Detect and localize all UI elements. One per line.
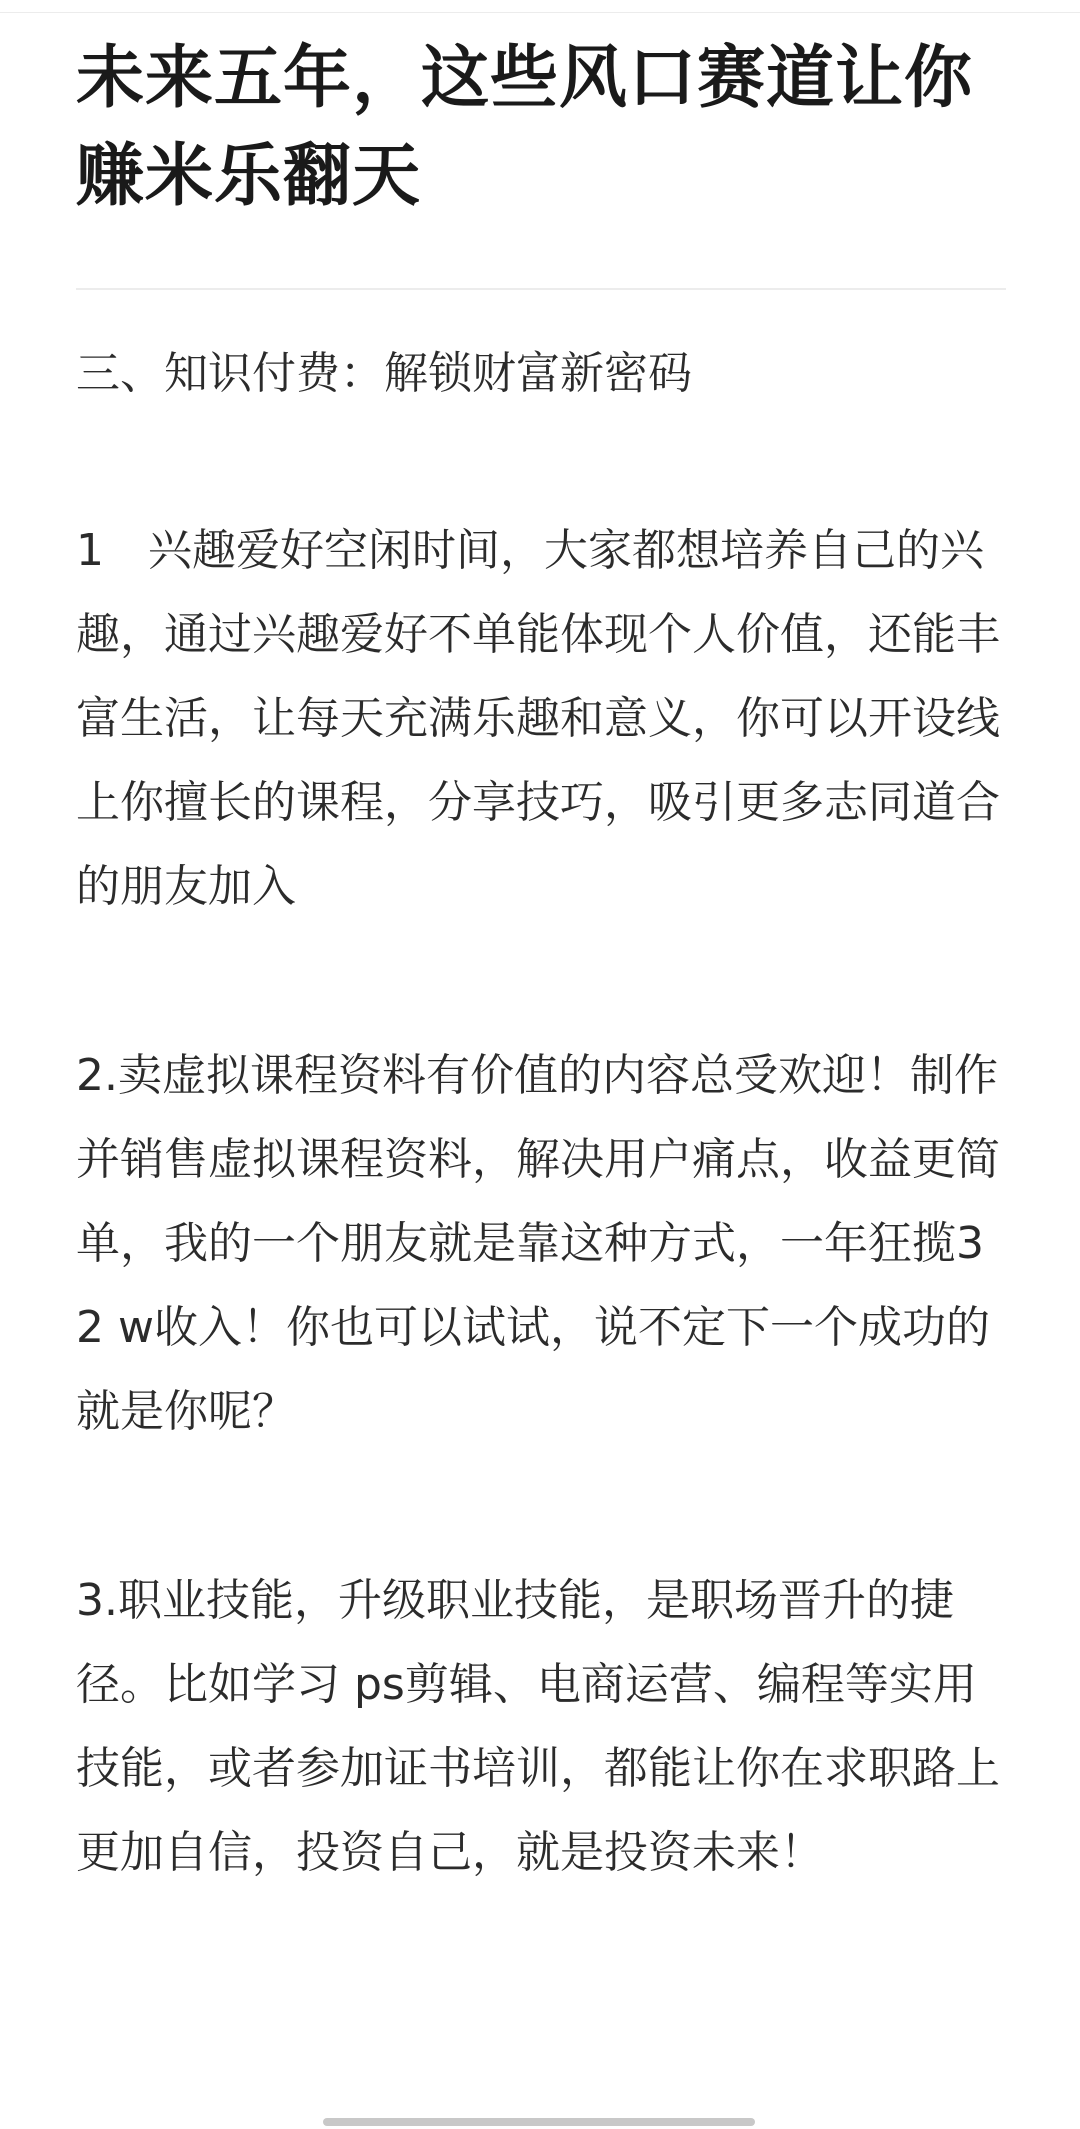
top-edge: [0, 0, 1080, 13]
article-content: [76, 30, 1006, 1939]
paragraph-career-skills: 3.职业技能，升级职业技能，是职场晋升的捷径。比如学习 ps剪辑、电商运营、编程等实用技能，或者参加证书培训，都能让你在求职路上更加自信，投资自己，就是投资未来！: [76, 1575, 1000, 1878]
article-title: 未来五年，这些风口赛道让你赚米乐翻天: [76, 39, 974, 216]
paragraph-virtual-courses: 2.卖虚拟课程资料有价值的内容总受欢迎！制作并销售虚拟课程资料，解决用户痛点，收益更简单，我的一个朋友就是靠这种方式，一年狂揽32 w收入！你也可以试试，说不定下一个成功的就是你呢？: [76, 1050, 1000, 1437]
paragraph-interest-courses: 1 兴趣爱好空闲时间，大家都想培养自己的兴趣，通过兴趣爱好不单能体现个人价值，还能丰富生活，让每天充满乐趣和意义，你可以开设线上你擅长的课程，分享技巧，吸引更多志同道合的朋友加入: [76, 525, 1000, 912]
section-heading: 三、知识付费：解锁财富新密码: [76, 348, 692, 399]
home-indicator[interactable]: [323, 2118, 755, 2126]
title-divider: [76, 288, 1006, 290]
